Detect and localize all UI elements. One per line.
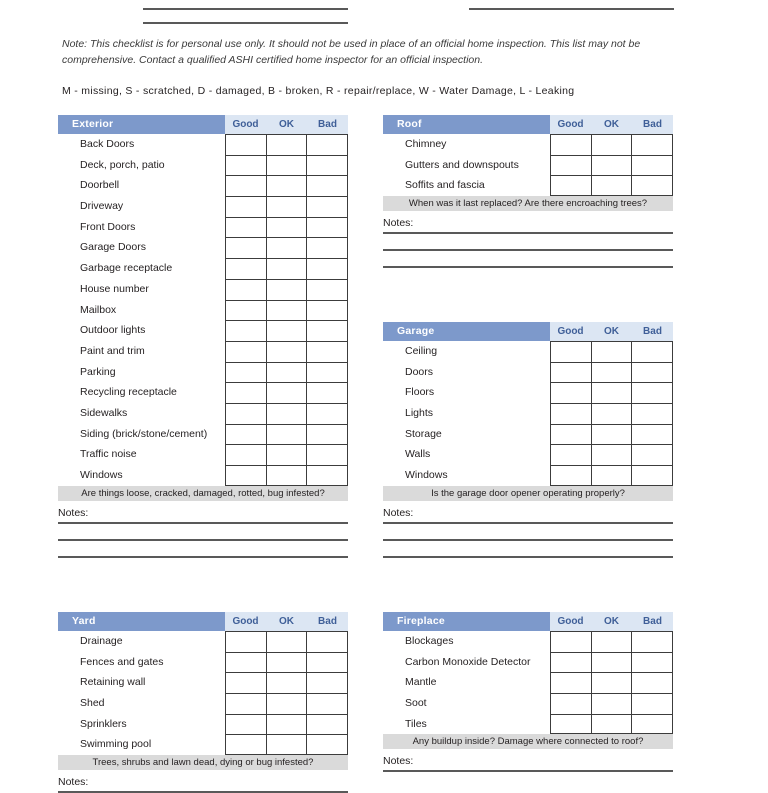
checkbox-cell-good[interactable] <box>225 196 266 217</box>
notes-label: Notes: <box>58 506 89 519</box>
table-row <box>383 714 673 735</box>
checkbox-cell-bad[interactable] <box>306 155 348 176</box>
checkbox-cell-bad[interactable] <box>631 444 673 465</box>
checklist-item-label: Gutters and downspouts <box>405 158 519 171</box>
checkbox-cell-good[interactable] <box>225 362 266 383</box>
rating-checkboxes <box>225 403 348 424</box>
section-fireplace <box>383 612 673 772</box>
checkbox-cell-ok[interactable] <box>591 465 632 486</box>
rating-column-good: Good <box>557 119 584 130</box>
checkbox-cell-ok[interactable] <box>591 341 632 362</box>
checklist-item-label: Driveway <box>80 200 124 213</box>
checkbox-cell-good[interactable] <box>550 672 591 693</box>
rating-checkboxes <box>550 362 673 383</box>
checklist-item-label: House number <box>80 282 149 295</box>
table-row <box>383 672 673 693</box>
checklist-item-label: Drainage <box>80 635 123 647</box>
rating-checkboxes <box>550 693 673 714</box>
checkbox-cell-bad[interactable] <box>306 196 348 217</box>
rating-checkboxes <box>225 734 348 755</box>
checkbox-cell-bad[interactable] <box>306 279 348 300</box>
checkbox-cell-ok[interactable] <box>591 175 632 196</box>
section-header-exterior <box>58 115 348 134</box>
checkbox-cell-good[interactable] <box>225 300 266 321</box>
checkbox-cell-bad[interactable] <box>631 631 673 652</box>
checkbox-cell-bad[interactable] <box>631 672 673 693</box>
checkbox-cell-good[interactable] <box>225 341 266 362</box>
rating-checkboxes <box>225 465 348 486</box>
checkbox-cell-ok[interactable] <box>266 734 307 755</box>
checklist-item-label: Swimming pool <box>80 738 152 751</box>
section-yard <box>58 612 348 793</box>
notes-write-line[interactable] <box>383 770 673 772</box>
checkbox-cell-ok[interactable] <box>266 217 307 238</box>
rating-checkboxes <box>550 652 673 673</box>
checklist-item-label: Floors <box>405 386 435 399</box>
section-title: Roof <box>383 115 550 134</box>
checkbox-cell-bad[interactable] <box>306 134 348 155</box>
checkbox-cell-ok[interactable] <box>266 693 307 714</box>
rating-column-bad: Bad <box>643 616 662 627</box>
rating-checkboxes <box>550 341 673 362</box>
section-question: Is the garage door opener operating properly? <box>383 486 673 501</box>
checklist-item-label: Shed <box>80 697 105 710</box>
notes-write-line[interactable] <box>58 539 348 541</box>
table-row <box>58 279 348 300</box>
checkbox-cell-good[interactable] <box>225 279 266 300</box>
checklist-item-label: Ceiling <box>405 345 438 357</box>
notes-write-line[interactable] <box>58 556 348 558</box>
checklist-item-label: Retaining wall <box>80 676 146 689</box>
table-row <box>58 693 348 714</box>
checklist-item-label: Sidewalks <box>80 406 128 419</box>
section-roof <box>383 115 673 268</box>
checkbox-cell-ok[interactable] <box>266 300 307 321</box>
checklist-item-label: Parking <box>80 365 116 378</box>
checklist-item-label: Recycling receptacle <box>80 386 177 399</box>
rating-checkboxes <box>550 714 673 735</box>
checklist-item-label: Mailbox <box>80 303 117 316</box>
checkbox-cell-ok[interactable] <box>591 155 632 176</box>
checkbox-cell-ok[interactable] <box>591 672 632 693</box>
checkbox-cell-ok[interactable] <box>591 714 632 735</box>
rating-checkboxes <box>550 631 673 652</box>
checkbox-cell-good[interactable] <box>225 714 266 735</box>
notes-label: Notes: <box>383 755 414 768</box>
table-row <box>383 693 673 714</box>
checkbox-cell-bad[interactable] <box>306 403 348 424</box>
checkbox-cell-good[interactable] <box>225 444 266 465</box>
checklist-rows <box>383 341 673 486</box>
rating-checkboxes <box>225 237 348 258</box>
rating-column-ok: OK <box>604 326 619 337</box>
table-row <box>58 652 348 673</box>
section-question: Are things loose, cracked, damaged, rotted, bug infested? <box>58 486 348 501</box>
checkbox-cell-good[interactable] <box>225 320 266 341</box>
notes-write-line[interactable] <box>383 539 673 541</box>
table-row <box>58 382 348 403</box>
checkbox-cell-ok[interactable] <box>266 672 307 693</box>
checkbox-cell-good[interactable] <box>225 155 266 176</box>
table-row <box>383 652 673 673</box>
checkbox-cell-ok[interactable] <box>591 134 632 155</box>
section-exterior <box>58 115 348 558</box>
rating-column-good: Good <box>232 616 259 627</box>
checkbox-cell-bad[interactable] <box>631 424 673 445</box>
top-note-line-left-1 <box>143 8 348 10</box>
checkbox-cell-bad[interactable] <box>631 134 673 155</box>
checkbox-cell-good[interactable] <box>225 652 266 673</box>
checkbox-cell-bad[interactable] <box>306 631 348 652</box>
rating-column-headers <box>225 612 348 631</box>
rating-checkboxes <box>225 300 348 321</box>
table-row <box>58 155 348 176</box>
table-row <box>58 403 348 424</box>
checklist-item-label: Mantle <box>405 676 437 689</box>
rating-column-bad: Bad <box>643 326 662 337</box>
checkbox-cell-bad[interactable] <box>631 693 673 714</box>
rating-column-ok: OK <box>604 616 619 627</box>
checkbox-cell-good[interactable] <box>550 362 591 383</box>
rating-checkboxes <box>550 424 673 445</box>
rating-column-good: Good <box>557 326 584 337</box>
checklist-item-label: Soot <box>405 697 427 710</box>
section-garage <box>383 322 673 558</box>
table-row <box>58 672 348 693</box>
checklist-item-label: Windows <box>80 469 123 481</box>
checkbox-cell-ok[interactable] <box>266 341 307 362</box>
rating-checkboxes <box>225 175 348 196</box>
checklist-rows <box>383 134 673 196</box>
checklist-rows <box>58 134 348 486</box>
checkbox-cell-bad[interactable] <box>306 217 348 238</box>
checkbox-cell-ok[interactable] <box>266 196 307 217</box>
checkbox-cell-good[interactable] <box>225 382 266 403</box>
checkbox-cell-ok[interactable] <box>266 134 307 155</box>
checklist-rows <box>383 631 673 734</box>
checkbox-cell-bad[interactable] <box>306 382 348 403</box>
top-note-lines <box>0 0 768 30</box>
table-row <box>58 320 348 341</box>
rating-checkboxes <box>225 652 348 673</box>
rating-checkboxes <box>225 714 348 735</box>
top-note-line-right-1 <box>469 8 674 10</box>
table-row <box>383 444 673 465</box>
checkbox-cell-good[interactable] <box>225 217 266 238</box>
checkbox-cell-good[interactable] <box>550 175 591 196</box>
checkbox-cell-ok[interactable] <box>266 465 307 486</box>
checklist-item-label: Fences and gates <box>80 655 164 668</box>
rating-column-good: Good <box>232 119 259 130</box>
checkbox-cell-good[interactable] <box>225 631 266 652</box>
checklist-item-label: Deck, porch, patio <box>80 158 165 171</box>
checkbox-cell-bad[interactable] <box>631 465 673 486</box>
checkbox-cell-ok[interactable] <box>266 444 307 465</box>
checkbox-cell-ok[interactable] <box>591 382 632 403</box>
checkbox-cell-ok[interactable] <box>266 175 307 196</box>
rating-column-ok: OK <box>279 119 294 130</box>
table-row <box>383 382 673 403</box>
rating-column-headers <box>550 115 673 134</box>
checkbox-cell-bad[interactable] <box>306 320 348 341</box>
rating-checkboxes <box>225 196 348 217</box>
checklist-item-label: Traffic noise <box>80 448 137 461</box>
table-row <box>383 403 673 424</box>
table-row <box>58 631 348 652</box>
rating-column-good: Good <box>557 616 584 627</box>
table-row <box>383 424 673 445</box>
section-title: Exterior <box>58 115 225 134</box>
checkbox-cell-bad[interactable] <box>631 341 673 362</box>
section-title: Garage <box>383 322 550 341</box>
checklist-item-label: Garage Doors <box>80 241 146 254</box>
rating-column-headers <box>550 612 673 631</box>
checkbox-cell-bad[interactable] <box>306 300 348 321</box>
checkbox-cell-good[interactable] <box>225 403 266 424</box>
checkbox-cell-bad[interactable] <box>306 693 348 714</box>
checkbox-cell-good[interactable] <box>225 424 266 445</box>
table-row <box>383 362 673 383</box>
rating-checkboxes <box>225 320 348 341</box>
checkbox-cell-good[interactable] <box>225 734 266 755</box>
checkbox-cell-bad[interactable] <box>306 652 348 673</box>
notes-write-line[interactable] <box>383 249 673 251</box>
checklist-item-label: Chimney <box>405 138 447 150</box>
checklist-item-label: Doorbell <box>80 179 120 192</box>
rating-checkboxes <box>225 341 348 362</box>
checkbox-cell-ok[interactable] <box>266 362 307 383</box>
checkbox-cell-ok[interactable] <box>266 237 307 258</box>
rating-column-bad: Bad <box>643 119 662 130</box>
abbreviation-legend: M - missing, S - scratched, D - damaged, B - broken, R - repair/replace, W - Water Damage, L - Leaking <box>62 85 575 97</box>
top-note-line-left-2 <box>143 22 348 24</box>
table-row <box>58 258 348 279</box>
rating-column-bad: Bad <box>318 616 337 627</box>
table-row <box>58 714 348 735</box>
checklist-item-label: Blockages <box>405 635 454 647</box>
checkbox-cell-bad[interactable] <box>306 465 348 486</box>
rating-checkboxes <box>225 258 348 279</box>
checklist-item-label: Lights <box>405 407 434 420</box>
rating-checkboxes <box>550 444 673 465</box>
checklist-rows <box>58 631 348 755</box>
checkbox-cell-ok[interactable] <box>266 631 307 652</box>
checkbox-cell-good[interactable] <box>550 155 591 176</box>
notes-write-line[interactable] <box>58 522 348 524</box>
section-title: Yard <box>58 612 225 631</box>
rating-checkboxes <box>225 424 348 445</box>
checkbox-cell-good[interactable] <box>225 237 266 258</box>
checkbox-cell-good[interactable] <box>225 175 266 196</box>
checkbox-cell-good[interactable] <box>550 134 591 155</box>
table-row <box>383 341 673 362</box>
checklist-item-label: Walls <box>405 448 431 461</box>
checkbox-cell-good[interactable] <box>550 403 591 424</box>
section-question: Any buildup inside? Damage where connected to roof? <box>383 734 673 749</box>
checklist-item-label: Front Doors <box>80 220 136 233</box>
rating-checkboxes <box>225 362 348 383</box>
rating-checkboxes <box>550 155 673 176</box>
rating-checkboxes <box>550 175 673 196</box>
checkbox-cell-good[interactable] <box>550 714 591 735</box>
checkbox-cell-ok[interactable] <box>266 403 307 424</box>
rating-checkboxes <box>225 693 348 714</box>
rating-checkboxes <box>225 134 348 155</box>
rating-checkboxes <box>550 403 673 424</box>
checkbox-cell-ok[interactable] <box>591 403 632 424</box>
table-row <box>383 155 673 176</box>
checklist-item-label: Doors <box>405 365 434 378</box>
rating-column-headers <box>550 322 673 341</box>
checkbox-cell-good[interactable] <box>550 631 591 652</box>
checklist-item-label: Siding (brick/stone/cement) <box>80 427 208 440</box>
checkbox-cell-bad[interactable] <box>631 175 673 196</box>
section-header-fireplace <box>383 612 673 631</box>
rating-checkboxes <box>225 155 348 176</box>
checkbox-cell-bad[interactable] <box>631 714 673 735</box>
table-row <box>58 175 348 196</box>
checkbox-cell-ok[interactable] <box>266 652 307 673</box>
checkbox-cell-ok[interactable] <box>591 444 632 465</box>
checkbox-cell-bad[interactable] <box>306 424 348 445</box>
checkbox-cell-bad[interactable] <box>306 714 348 735</box>
checkbox-cell-bad[interactable] <box>306 237 348 258</box>
table-row <box>58 362 348 383</box>
checkbox-cell-bad[interactable] <box>631 155 673 176</box>
disclaimer-note: Note: This checklist is for personal use only. It should not be used in place of an official home inspection. This list may not be comprehensive. Contact a qualified ASHI certified home inspector for an official inspection. <box>62 38 641 67</box>
checkbox-cell-good[interactable] <box>225 465 266 486</box>
checkbox-cell-bad[interactable] <box>631 403 673 424</box>
table-row <box>383 631 673 652</box>
notes-write-line[interactable] <box>383 522 673 524</box>
table-row <box>58 341 348 362</box>
checkbox-cell-ok[interactable] <box>266 279 307 300</box>
rating-checkboxes <box>225 631 348 652</box>
checklist-item-label: Storage <box>405 427 442 440</box>
table-row <box>58 196 348 217</box>
checkbox-cell-ok[interactable] <box>591 652 632 673</box>
checkbox-cell-good[interactable] <box>550 382 591 403</box>
checkbox-cell-ok[interactable] <box>266 424 307 445</box>
rating-checkboxes <box>550 672 673 693</box>
checkbox-cell-good[interactable] <box>550 424 591 445</box>
rating-checkboxes <box>550 134 673 155</box>
checkbox-cell-ok[interactable] <box>266 320 307 341</box>
checklist-item-label: Paint and trim <box>80 344 145 357</box>
checkbox-cell-good[interactable] <box>225 693 266 714</box>
rating-checkboxes <box>225 217 348 238</box>
table-row <box>58 217 348 238</box>
table-row <box>383 465 673 486</box>
checkbox-cell-ok[interactable] <box>591 362 632 383</box>
rating-checkboxes <box>225 279 348 300</box>
checkbox-cell-ok[interactable] <box>266 155 307 176</box>
checkbox-cell-ok[interactable] <box>591 693 632 714</box>
notes-write-line[interactable] <box>383 266 673 268</box>
table-row <box>58 444 348 465</box>
checkbox-cell-ok[interactable] <box>266 258 307 279</box>
checkbox-cell-good[interactable] <box>225 258 266 279</box>
notes-label: Notes: <box>58 776 89 789</box>
table-row <box>58 465 348 486</box>
section-title: Fireplace <box>383 612 550 631</box>
checkbox-cell-bad[interactable] <box>306 341 348 362</box>
checkbox-cell-good[interactable] <box>550 465 591 486</box>
table-row <box>383 134 673 155</box>
checkbox-cell-bad[interactable] <box>306 734 348 755</box>
checklist-item-label: Carbon Monoxide Detector <box>405 655 531 668</box>
checkbox-cell-bad[interactable] <box>631 382 673 403</box>
checkbox-cell-bad[interactable] <box>306 175 348 196</box>
checkbox-cell-bad[interactable] <box>631 652 673 673</box>
rating-column-ok: OK <box>279 616 294 627</box>
checkbox-cell-bad[interactable] <box>631 362 673 383</box>
checkbox-cell-good[interactable] <box>225 134 266 155</box>
rating-checkboxes <box>225 672 348 693</box>
section-question: When was it last replaced? Are there encroaching trees? <box>383 196 673 211</box>
table-row <box>58 237 348 258</box>
rating-column-ok: OK <box>604 119 619 130</box>
checklist-item-label: Back Doors <box>80 138 135 150</box>
table-row <box>383 175 673 196</box>
checkbox-cell-ok[interactable] <box>266 714 307 735</box>
checkbox-cell-good[interactable] <box>225 672 266 693</box>
checkbox-cell-good[interactable] <box>550 693 591 714</box>
checkbox-cell-good[interactable] <box>550 652 591 673</box>
checklist-item-label: Tiles <box>405 717 427 730</box>
table-row <box>58 300 348 321</box>
notes-label: Notes: <box>383 506 414 519</box>
notes-write-line[interactable] <box>383 232 673 234</box>
checkbox-cell-ok[interactable] <box>591 631 632 652</box>
checkbox-cell-ok[interactable] <box>591 424 632 445</box>
checklist-item-label: Windows <box>405 469 448 482</box>
checklist-item-label: Garbage receptacle <box>80 262 173 275</box>
section-header-garage <box>383 322 673 341</box>
checkbox-cell-good[interactable] <box>550 444 591 465</box>
table-row <box>58 134 348 155</box>
checkbox-cell-bad[interactable] <box>306 672 348 693</box>
section-question: Trees, shrubs and lawn dead, dying or bug infested? <box>58 755 348 770</box>
rating-checkboxes <box>550 382 673 403</box>
rating-column-headers <box>225 115 348 134</box>
checkbox-cell-ok[interactable] <box>266 382 307 403</box>
notes-label: Notes: <box>383 217 414 230</box>
rating-checkboxes <box>550 465 673 486</box>
checkbox-cell-good[interactable] <box>550 341 591 362</box>
checklist-item-label: Sprinklers <box>80 717 127 730</box>
rating-column-bad: Bad <box>318 119 337 130</box>
checkbox-cell-bad[interactable] <box>306 362 348 383</box>
notes-write-line[interactable] <box>383 556 673 558</box>
rating-checkboxes <box>225 444 348 465</box>
checklist-item-label: Soffits and fascia <box>405 179 485 192</box>
table-row <box>58 734 348 755</box>
checkbox-cell-bad[interactable] <box>306 444 348 465</box>
section-header-roof <box>383 115 673 134</box>
checkbox-cell-bad[interactable] <box>306 258 348 279</box>
table-row <box>58 424 348 445</box>
rating-checkboxes <box>225 382 348 403</box>
checklist-item-label: Outdoor lights <box>80 324 146 337</box>
section-header-yard <box>58 612 348 631</box>
